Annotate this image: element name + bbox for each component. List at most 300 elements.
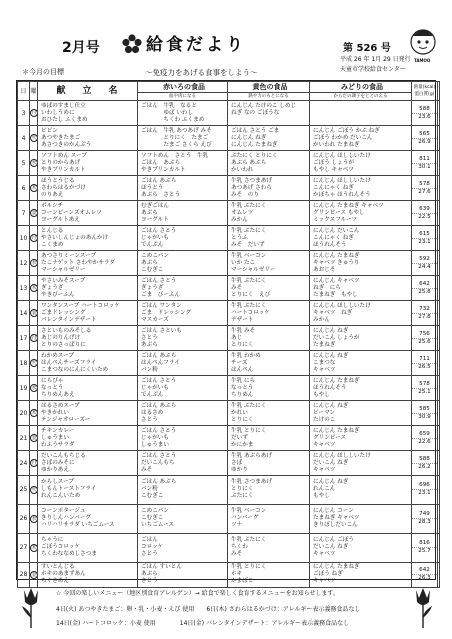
dow-label: 木 bbox=[31, 544, 37, 551]
menu-row bbox=[18, 226, 440, 251]
day-cell: 10 bbox=[18, 226, 30, 251]
energy-value: 592 bbox=[412, 256, 437, 264]
red-line: こむぎこ bbox=[141, 493, 164, 500]
dow-label: 水 bbox=[31, 160, 37, 166]
menu-line: たこナゲット さわやかサラダ bbox=[41, 259, 115, 266]
green-line: たまねぎ キャベツ bbox=[313, 515, 360, 522]
tulip-icon bbox=[20, 586, 42, 630]
dow-label: 火 bbox=[31, 135, 37, 141]
menu-row bbox=[18, 533, 440, 562]
yellow-foods-cell bbox=[228, 476, 310, 505]
green-line: もやし bbox=[313, 493, 330, 500]
green-line: にんじん ねぎ bbox=[313, 402, 349, 409]
protein-value: 26.5 bbox=[418, 363, 431, 370]
note-cell bbox=[438, 451, 440, 476]
energy-cell bbox=[412, 451, 438, 476]
yellow-line: にんじん たけのこ しめじ bbox=[231, 102, 297, 109]
protein-value: 23.1 bbox=[418, 490, 431, 497]
menu-row bbox=[18, 376, 440, 401]
note-cell bbox=[438, 126, 440, 151]
red-line: ごはん さとう bbox=[141, 277, 177, 284]
green-foods-cell bbox=[310, 126, 412, 151]
yellow-foods-cell bbox=[228, 376, 310, 401]
red-line: ごはん あぶら bbox=[141, 177, 177, 184]
yellow-line: とりにく bbox=[231, 416, 254, 423]
protein-value: 25.1 bbox=[418, 388, 431, 395]
menu-line: ボルシチ bbox=[41, 202, 64, 209]
green-foods-cell bbox=[310, 401, 412, 426]
red-line: ソフトめん さとう 牛乳 bbox=[141, 152, 209, 159]
dow-cell bbox=[30, 376, 38, 401]
menu-line: ワンタンスープ ハートコロッケ bbox=[41, 302, 120, 309]
red-line: こめこパン bbox=[141, 508, 169, 515]
energy-value: 639 bbox=[412, 206, 437, 214]
day-cell: 20 bbox=[18, 401, 30, 426]
menu-line: ちくわななめしさつま bbox=[41, 551, 97, 558]
menu-line: やきかれい bbox=[41, 409, 69, 416]
protein-value: 25.7 bbox=[418, 548, 431, 555]
menu-line: のりあえ bbox=[41, 191, 64, 198]
red-line: さとう bbox=[141, 551, 158, 558]
red-foods-cell bbox=[138, 126, 228, 151]
yellow-line: みかん bbox=[231, 216, 248, 223]
red-foods-cell bbox=[138, 451, 228, 476]
menu-line: ソフトめん スープ bbox=[41, 152, 87, 159]
day-cell: 5 bbox=[18, 151, 30, 176]
dow-label: 月 bbox=[31, 460, 37, 466]
menu-row bbox=[18, 276, 440, 301]
menu-row bbox=[18, 176, 440, 201]
energy-value: 588 bbox=[412, 456, 437, 464]
menu-line: とりのからあげ bbox=[41, 159, 81, 166]
red-line: ごはん 牛乳 あつあげ みそ bbox=[141, 127, 212, 134]
yellow-line: にんじん ねぎ bbox=[231, 134, 278, 141]
note-cell bbox=[438, 426, 440, 451]
yellow-line: さば bbox=[231, 459, 243, 466]
red-line: ほうとう bbox=[141, 184, 164, 191]
note-cell bbox=[438, 101, 440, 126]
protein-value: 25.8 bbox=[418, 288, 431, 295]
dow-label: 金 bbox=[31, 310, 37, 316]
red-foods-cell bbox=[138, 101, 228, 126]
green-foods-cell bbox=[310, 301, 412, 326]
green-line: にんじん ごぼう bbox=[313, 537, 354, 544]
energy-cell bbox=[412, 426, 438, 451]
green-line: ねぎ にら bbox=[313, 284, 341, 291]
red-foods-cell bbox=[138, 151, 228, 176]
yellow-line: 牛乳 ぶたにく bbox=[231, 277, 267, 284]
menu-line: れんこんいため bbox=[41, 493, 81, 500]
protein-value: 27.6 bbox=[418, 188, 431, 195]
green-line: ごぼう しょうが bbox=[313, 159, 354, 166]
menu-cell bbox=[38, 251, 138, 276]
menu-table-body bbox=[18, 101, 440, 588]
red-line: ごはん ワンタン bbox=[141, 302, 182, 309]
day-cell: 6 bbox=[18, 176, 30, 201]
red-foods-cell bbox=[138, 426, 228, 451]
dow-label: 金 bbox=[31, 571, 37, 578]
yellow-line: 牛乳 ぶたにく bbox=[231, 402, 267, 409]
green-line: こんにゃく ねぎ bbox=[313, 184, 354, 191]
red-line: ごはん さとう bbox=[141, 227, 177, 234]
protein-value: 27.8 bbox=[418, 313, 431, 320]
menu-line: ぎょうざ bbox=[41, 284, 64, 291]
yellow-line: 牛乳 にら bbox=[231, 377, 256, 384]
energy-value: 585 bbox=[412, 406, 437, 414]
green-line: もやし キャベツ bbox=[313, 166, 354, 173]
menu-line: あつさりミーンスープ bbox=[41, 252, 97, 259]
energy-value: 642 bbox=[412, 281, 437, 289]
green-line: にんじん たまねぎ bbox=[313, 377, 360, 384]
yellow-line: 牛乳 わかめ bbox=[231, 352, 261, 359]
red-line: こむぎこ bbox=[141, 515, 164, 522]
yellow-line: ぶたにく bbox=[231, 493, 254, 500]
menu-table-container bbox=[16, 80, 436, 585]
day-cell: 21 bbox=[18, 426, 30, 451]
day-cell: 28 bbox=[18, 562, 30, 587]
day-header: 日 bbox=[18, 82, 30, 101]
menu-line: あさつきのかんぷう bbox=[41, 141, 92, 148]
publication-info bbox=[340, 55, 411, 75]
allergen-footer bbox=[16, 582, 436, 634]
green-line: にんじん コーン bbox=[313, 508, 354, 515]
energy-cell bbox=[412, 176, 438, 201]
dow-cell bbox=[30, 151, 38, 176]
energy-cell bbox=[412, 126, 438, 151]
yellow-line: 牛乳 ベーコン bbox=[231, 252, 267, 259]
red-foods-cell bbox=[138, 276, 228, 301]
red-line: ごはん さとう bbox=[141, 377, 177, 384]
yellow-foods-cell bbox=[228, 226, 310, 251]
red-line: しゅうまい bbox=[141, 441, 169, 448]
red-line: パン粉 bbox=[141, 486, 158, 493]
red-line: ごはん あぶら bbox=[141, 352, 177, 359]
menu-cell bbox=[38, 401, 138, 426]
menu-line: こまつなのにんにくいため bbox=[41, 366, 109, 373]
yellow-line: かまぼこ bbox=[231, 578, 254, 585]
menu-cell bbox=[38, 301, 138, 326]
green-foods-cell bbox=[310, 226, 412, 251]
red-foods-header: 赤いろの食品 bbox=[138, 82, 228, 93]
menu-row bbox=[18, 251, 440, 276]
menu-cell bbox=[38, 226, 138, 251]
green-line: にんじん ほししいたけ bbox=[313, 177, 371, 184]
green-foods-cell bbox=[310, 504, 412, 533]
yellow-line: ねぎ なの ごぼうな bbox=[231, 109, 280, 116]
red-line: ゆば いわし bbox=[141, 109, 194, 116]
menu-line: いわしうめに bbox=[41, 109, 75, 116]
yellow-line: チーズ bbox=[231, 359, 248, 366]
red-foods-cell bbox=[138, 351, 228, 376]
green-line: にんじん ねぎ bbox=[313, 327, 349, 334]
dow-cell bbox=[30, 276, 38, 301]
footer-intro: ☆ 今回の楽しいメニュー（地区別食育アレルゲン）→ 給食で楽しく食育するメニューをお知らせします。 bbox=[56, 590, 339, 597]
energy-value: 711 bbox=[412, 356, 437, 364]
red-line: ごはん bbox=[141, 537, 158, 544]
tamoo-mascot-logo bbox=[408, 26, 438, 58]
menu-line: こくまめ bbox=[41, 241, 64, 248]
green-foods-cell bbox=[310, 451, 412, 476]
dow-label: 金 bbox=[31, 435, 37, 441]
red-line: ごはん さとう bbox=[141, 452, 177, 459]
energy-header-label: 熱量(kcal) bbox=[413, 85, 436, 90]
energy-cell bbox=[412, 151, 438, 176]
red-line: さとう bbox=[141, 578, 158, 585]
energy-value: 732 bbox=[412, 306, 437, 314]
menu-line: はんぺんチーズフライ bbox=[41, 359, 97, 366]
menu-cell bbox=[38, 151, 138, 176]
menu-line: さわらはるかづけ bbox=[41, 184, 86, 191]
energy-value: 578 bbox=[412, 181, 437, 189]
green-line: たまねぎ もやし bbox=[313, 291, 358, 298]
day-cell: 17 bbox=[18, 326, 30, 351]
yellow-line: あじ bbox=[231, 334, 243, 341]
green-foods-subheader: からだの調子をととのえる bbox=[310, 93, 412, 101]
protein-value: 30.9 bbox=[418, 413, 431, 420]
energy-cell bbox=[412, 476, 438, 505]
red-line: ごはん さといも bbox=[141, 327, 182, 334]
protein-header-label: 蛋白質(g) bbox=[414, 92, 435, 97]
yellow-line: ゆかり bbox=[231, 466, 248, 473]
logo-caption: TAMOO bbox=[414, 58, 431, 63]
green-foods-cell bbox=[310, 276, 412, 301]
menu-line: きりしんハンバーグ bbox=[41, 515, 91, 522]
red-line: ごはん あぶら bbox=[141, 402, 177, 409]
menu-line: ごぼうコロッケ bbox=[41, 544, 81, 551]
red-line: さとう bbox=[141, 334, 158, 341]
dow-cell bbox=[30, 326, 38, 351]
green-line: にんじん ほししいたけ bbox=[313, 152, 371, 159]
red-foods-subheader: 血や肉になる bbox=[138, 93, 228, 101]
green-line: グリンピース bbox=[313, 434, 347, 441]
menu-table bbox=[17, 81, 440, 588]
menu-line: ごまドレッシング bbox=[41, 309, 86, 316]
green-line: キャベツ bbox=[313, 441, 336, 448]
menu-line: ゆかりあえ bbox=[41, 466, 69, 473]
protein-value: 23.6 bbox=[418, 113, 431, 120]
menu-row bbox=[18, 476, 440, 505]
red-line: ぎょうざ bbox=[141, 284, 164, 291]
menu-line: マーシャルゼリー bbox=[41, 266, 86, 273]
green-line: にんじん たまねぎ bbox=[313, 427, 360, 434]
note-cell bbox=[438, 562, 440, 587]
red-line: たまご さくら えび bbox=[141, 141, 212, 148]
menu-row bbox=[18, 426, 440, 451]
menu-line: コーンビーンズオムレツ bbox=[41, 209, 102, 216]
menu-row bbox=[18, 351, 440, 376]
protein-value: 25.6 bbox=[418, 338, 431, 345]
green-line: ピーマン bbox=[313, 409, 336, 416]
red-foods-cell bbox=[138, 401, 228, 426]
newsletter-title: 給食だより bbox=[146, 35, 246, 55]
dow-label: 月 bbox=[31, 235, 37, 241]
energy-cell bbox=[412, 376, 438, 401]
red-line: パン粉 bbox=[141, 366, 158, 373]
menu-line: わかめスープ bbox=[41, 352, 75, 359]
green-foods-cell bbox=[310, 533, 412, 562]
menu-line: ほうとうじる bbox=[41, 177, 75, 184]
tulip-icon bbox=[412, 586, 434, 630]
menu-line: さばのみそに bbox=[41, 459, 75, 466]
energy-value: 588 bbox=[412, 106, 437, 114]
red-line: だいこんもち bbox=[141, 459, 175, 466]
yellow-line: 牛乳 とりにく bbox=[231, 427, 267, 434]
protein-value: 30.1 bbox=[418, 163, 431, 170]
day-cell: 19 bbox=[18, 376, 30, 401]
energy-cell bbox=[412, 351, 438, 376]
menu-line: ゆばのすまし仕立 bbox=[41, 102, 86, 109]
dow-label: 木 bbox=[31, 185, 37, 191]
yellow-foods-header: 黄色の食品 bbox=[228, 82, 310, 93]
yellow-line: なっとう bbox=[231, 384, 254, 391]
red-foods-cell bbox=[138, 201, 228, 226]
menu-line: バレンタインデザート bbox=[41, 316, 97, 323]
yellow-line: とりにく えび bbox=[231, 291, 271, 298]
day-cell: 12 bbox=[18, 251, 30, 276]
green-foods-cell bbox=[310, 101, 412, 126]
green-line: ほうれんそう bbox=[313, 241, 347, 248]
green-line: キャベツ きゅうり bbox=[313, 259, 360, 266]
red-foods-cell bbox=[138, 326, 228, 351]
menu-cell bbox=[38, 533, 138, 562]
protein-value: 28.3 bbox=[418, 519, 431, 526]
red-line: はんぺんフライ bbox=[141, 359, 180, 366]
dow-label: 水 bbox=[31, 260, 37, 266]
dow-cell bbox=[30, 401, 38, 426]
day-cell: 18 bbox=[18, 351, 30, 376]
red-line: こめこパン bbox=[141, 252, 169, 259]
day-cell: 24 bbox=[18, 451, 30, 476]
yellow-foods-cell bbox=[228, 426, 310, 451]
red-line: ごはん すいとん bbox=[141, 564, 182, 571]
energy-value: 565 bbox=[412, 131, 437, 139]
red-foods-cell bbox=[138, 301, 228, 326]
yellow-line: 牛乳 とりにく bbox=[231, 564, 267, 571]
green-line: にんじん たまねぎ bbox=[313, 564, 360, 571]
yellow-line: かいわれ bbox=[231, 166, 254, 173]
menu-cell bbox=[38, 201, 138, 226]
yellow-line: 牛乳 みそ bbox=[231, 327, 256, 334]
red-line: さとう bbox=[141, 416, 158, 423]
menu-line: だいこんもちじる bbox=[41, 452, 86, 459]
dow-cell bbox=[30, 504, 38, 533]
red-line: ごま びーふん bbox=[141, 291, 181, 298]
menu-line: あつやきたまご bbox=[41, 134, 81, 141]
red-line: あぶら bbox=[141, 571, 158, 578]
menu-cell bbox=[38, 376, 138, 401]
day-cell: 25 bbox=[18, 476, 30, 505]
yellow-line: みそ だいず bbox=[231, 241, 265, 248]
yellow-line bbox=[231, 117, 309, 124]
energy-cell bbox=[412, 326, 438, 351]
issue-date: 平成 26 年 1月 29 日発行 bbox=[340, 56, 411, 63]
dow-cell bbox=[30, 176, 38, 201]
green-line: にんじん ねぎ bbox=[313, 352, 349, 359]
protein-value: 22.5 bbox=[418, 213, 431, 220]
yellow-line: とりにく bbox=[231, 341, 254, 348]
publisher-name: 天童市学校給食センター bbox=[340, 66, 406, 73]
yellow-foods-cell bbox=[228, 126, 310, 151]
green-line: にんじん だいこん bbox=[313, 227, 360, 234]
energy-cell bbox=[412, 401, 438, 426]
yellow-foods-cell bbox=[228, 326, 310, 351]
energy-cell bbox=[412, 276, 438, 301]
yellow-foods-cell bbox=[228, 504, 310, 533]
day-cell: 7 bbox=[18, 201, 30, 226]
dow-cell bbox=[30, 226, 38, 251]
note-cell bbox=[438, 376, 440, 401]
green-foods-cell bbox=[310, 426, 412, 451]
yellow-foods-cell bbox=[228, 151, 310, 176]
green-line: にんじん ごぼう かぶ ねぎ bbox=[313, 127, 380, 134]
menu-row bbox=[18, 101, 440, 126]
green-line: キャベツ bbox=[313, 466, 336, 473]
red-line: ごはん 牛乳 なると bbox=[141, 102, 197, 109]
green-line: にんじん たまねぎ キャベツ bbox=[313, 202, 384, 209]
yellow-line: 牛乳 さつまあげ bbox=[231, 177, 272, 184]
menu-line: とんじる bbox=[41, 227, 64, 234]
yellow-line: あつあげ さわら bbox=[231, 184, 272, 191]
green-line bbox=[313, 110, 411, 117]
green-line: だいこん ねぎ bbox=[313, 459, 349, 466]
yellow-foods-cell bbox=[228, 201, 310, 226]
green-line: あおじそ bbox=[313, 266, 336, 273]
menu-line: すいとんじる bbox=[41, 564, 75, 571]
dow-label: 月 bbox=[31, 335, 37, 341]
energy-value: 816 bbox=[412, 540, 437, 548]
menu-line: わふうサラダ bbox=[41, 441, 75, 448]
green-foods-cell bbox=[310, 176, 412, 201]
green-line: グリンピース もやし bbox=[313, 209, 365, 216]
menu-line: にらぴゃ bbox=[41, 377, 64, 384]
menu-line: ピビン bbox=[41, 127, 58, 134]
menu-line: おひたし ふくまめ bbox=[41, 116, 88, 123]
energy-value: 749 bbox=[412, 511, 437, 519]
energy-value: 696 bbox=[412, 482, 437, 490]
footer-allergen-line-2: 14日(金) ハートコロッケ：小麦 使用 14日(金) バレンタインデザート：アレルギー表示義務食品なし bbox=[56, 620, 350, 627]
yellow-line: ちくわ bbox=[231, 544, 248, 551]
yellow-line: マーシャルゼリー bbox=[231, 266, 276, 273]
dow-cell bbox=[30, 126, 38, 151]
menu-row bbox=[18, 301, 440, 326]
note-cell bbox=[438, 201, 440, 226]
menu-line: ちりめんあえ bbox=[41, 391, 75, 398]
note-cell bbox=[438, 251, 440, 276]
menu-cell bbox=[38, 126, 138, 151]
yellow-line: ツナ bbox=[231, 522, 243, 529]
red-line: みそ bbox=[141, 466, 153, 473]
green-foods-cell bbox=[310, 376, 412, 401]
menu-line: ハリハリサラダ いちごムース bbox=[41, 522, 115, 529]
dow-cell bbox=[30, 301, 38, 326]
red-foods-cell bbox=[138, 476, 228, 505]
note-cell bbox=[438, 476, 440, 505]
menu-cell bbox=[38, 176, 138, 201]
day-cell: 14 bbox=[18, 301, 30, 326]
note-cell bbox=[438, 326, 440, 351]
menu-cell bbox=[38, 351, 138, 376]
red-line: ごはん あぶら bbox=[141, 159, 181, 166]
energy-cell bbox=[412, 533, 438, 562]
menu-line: あじのりんげけ bbox=[41, 334, 81, 341]
green-line: キャベツ bbox=[313, 551, 336, 558]
dow-cell bbox=[30, 451, 38, 476]
yellow-line: かれい bbox=[231, 409, 248, 416]
note-cell bbox=[438, 401, 440, 426]
red-line: とりにく たまご bbox=[141, 134, 209, 141]
protein-value: 23.1 bbox=[418, 238, 431, 245]
yellow-line: みそ bbox=[231, 284, 243, 291]
